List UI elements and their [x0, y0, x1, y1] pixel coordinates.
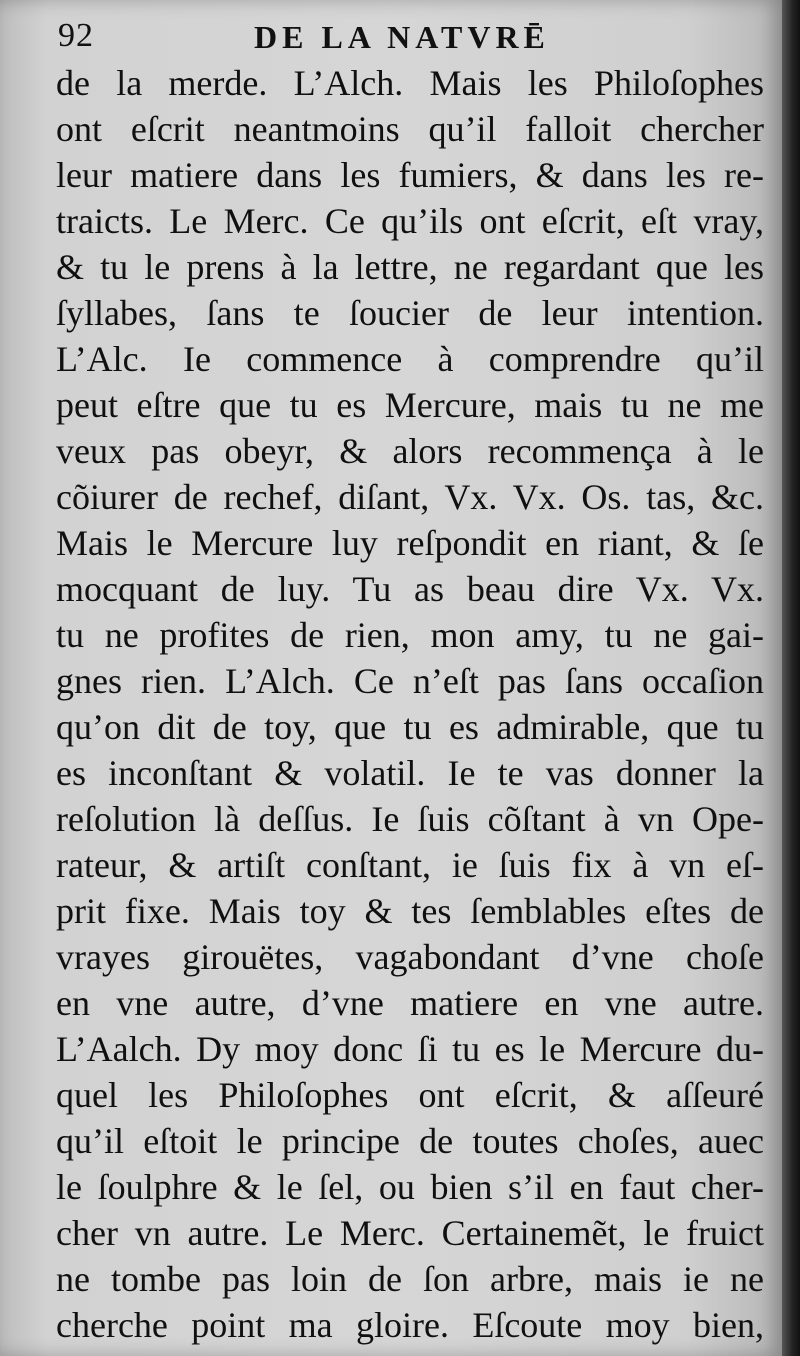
- text-line: gnes rien. L’Alch. Ce n’eſt pas ſans occaſion: [56, 661, 764, 701]
- text-line: le ſoulphre & le ſel, ou bien s’il en faut cher-: [56, 1167, 764, 1207]
- text-line: prit fixe. Mais toy & tes ſemblables eſtes de: [56, 891, 764, 931]
- text-line: vrayes girouëtes, vagabondant d’vne choſe: [56, 937, 764, 977]
- running-head: [58, 12, 758, 60]
- body-text: [56, 60, 764, 1348]
- page-edge: [782, 0, 800, 1356]
- text-line: qu’il eſtoit le principe de toutes choſes, auec: [56, 1121, 764, 1161]
- text-line: cher vn autre. Le Merc. Certainemẽt, le fruict: [56, 1213, 764, 1253]
- text-line: ont eſcrit neantmoins qu’il falloit chercher: [56, 109, 764, 149]
- text-line: Mais le Mercure luy reſpondit en riant, & ſe: [56, 523, 764, 563]
- text-line: & tu le prens à la lettre, ne regardant que les: [56, 247, 764, 287]
- text-line: mocquant de luy. Tu as beau dire Vx. Vx.: [56, 569, 764, 609]
- text-line: leur matiere dans les fumiers, & dans les re-: [56, 155, 764, 195]
- text-line: reſolution là deſſus. Ie ſuis cõſtant à vn Ope-: [56, 799, 764, 839]
- running-title: DE LA NATVRĒ: [254, 19, 550, 55]
- text-line: ne tombe pas loin de ſon arbre, mais ie ne: [56, 1259, 764, 1299]
- text-line: qu’on dit de toy, que tu es admirable, que tu: [56, 707, 764, 747]
- text-line: cherche point ma gloire. Eſcoute moy bien,: [56, 1305, 764, 1345]
- text-line: peut eſtre que tu es Mercure, mais tu ne me: [56, 385, 764, 425]
- text-line: de la merde. L’Alch. Mais les Philoſophes: [56, 63, 764, 103]
- text-line: veux pas obeyr, & alors recommença à le: [56, 431, 764, 471]
- text-line: quel les Philoſophes ont eſcrit, & aſſeuré: [56, 1075, 764, 1115]
- text-line: traicts. Le Merc. Ce qu’ils ont eſcrit, eſt vray,: [56, 201, 764, 241]
- text-line: ſyllabes, ſans te ſoucier de leur intention.: [56, 293, 764, 333]
- page-number: 92: [58, 17, 94, 54]
- text-line: en vne autre, d’vne matiere en vne autre.: [56, 983, 764, 1023]
- text-line: tu ne profites de rien, mon amy, tu ne gai-: [56, 615, 764, 655]
- text-line: L’Alc. Ie commence à comprendre qu’il: [56, 339, 764, 379]
- text-line: rateur, & artiſt conſtant, ie ſuis fix à vn eſ-: [56, 845, 764, 885]
- text-line: es inconſtant & volatil. Ie te vas donner la: [56, 753, 764, 793]
- text-line: cõiurer de rechef, diſant, Vx. Vx. Os. tas, &c.: [56, 477, 764, 517]
- text-line: L’Aalch. Dy moy donc ſi tu es le Mercure du-: [56, 1029, 764, 1069]
